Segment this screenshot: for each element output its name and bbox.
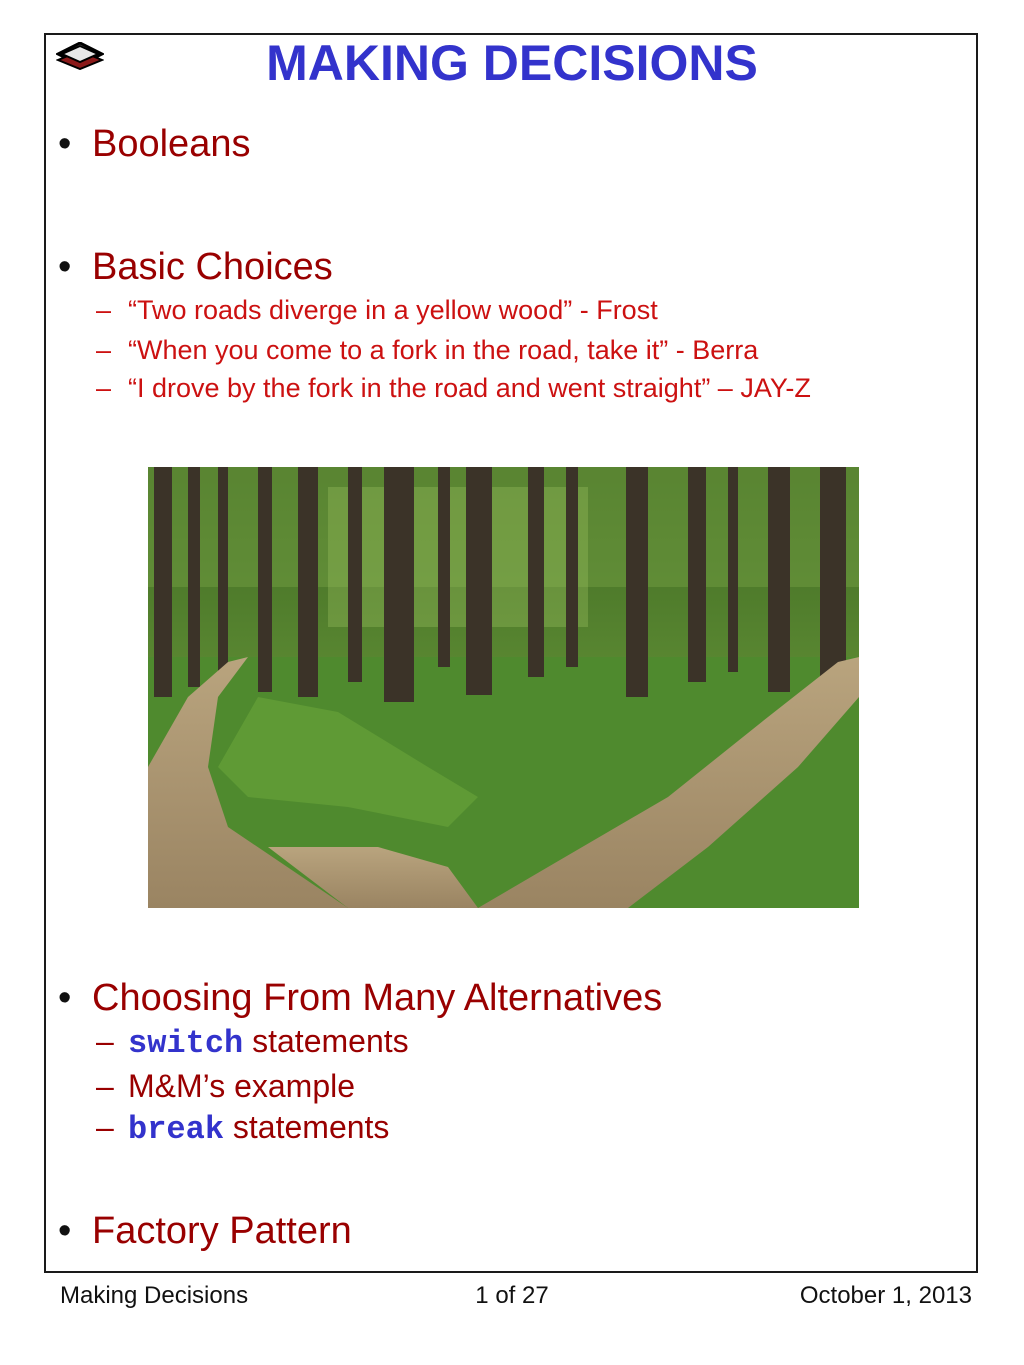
item-break-statements: – break statements [96, 1109, 390, 1148]
bullet-factory-pattern: • Factory Pattern [58, 1210, 352, 1252]
break-keyword: break [128, 1111, 225, 1148]
footer-page-number: 1 of 27 [475, 1282, 549, 1309]
bullet-basic-choices: • Basic Choices [58, 246, 333, 288]
forest-fork-road-photo [148, 467, 859, 908]
bullet-booleans: • Booleans [58, 123, 251, 165]
bullet-choosing: • Choosing From Many Alternatives [58, 977, 663, 1019]
footer-title: Making Decisions [60, 1282, 249, 1309]
quote-frost: – “Two roads diverge in a yellow wood” - Frost [96, 295, 658, 325]
quote-berra: – “When you come to a fork in the road, take it” - Berra [96, 335, 759, 365]
quote-jayz: – “I drove by the fork in the road and went straight” – JAY-Z [96, 373, 811, 403]
footer-date: October 1, 2013 [799, 1282, 972, 1309]
switch-keyword: switch [128, 1025, 244, 1062]
item-switch-statements: – switch statements [96, 1023, 409, 1062]
item-mm-example: – M&M’s example [96, 1068, 356, 1104]
page-title: MAKING DECISIONS [266, 35, 758, 91]
